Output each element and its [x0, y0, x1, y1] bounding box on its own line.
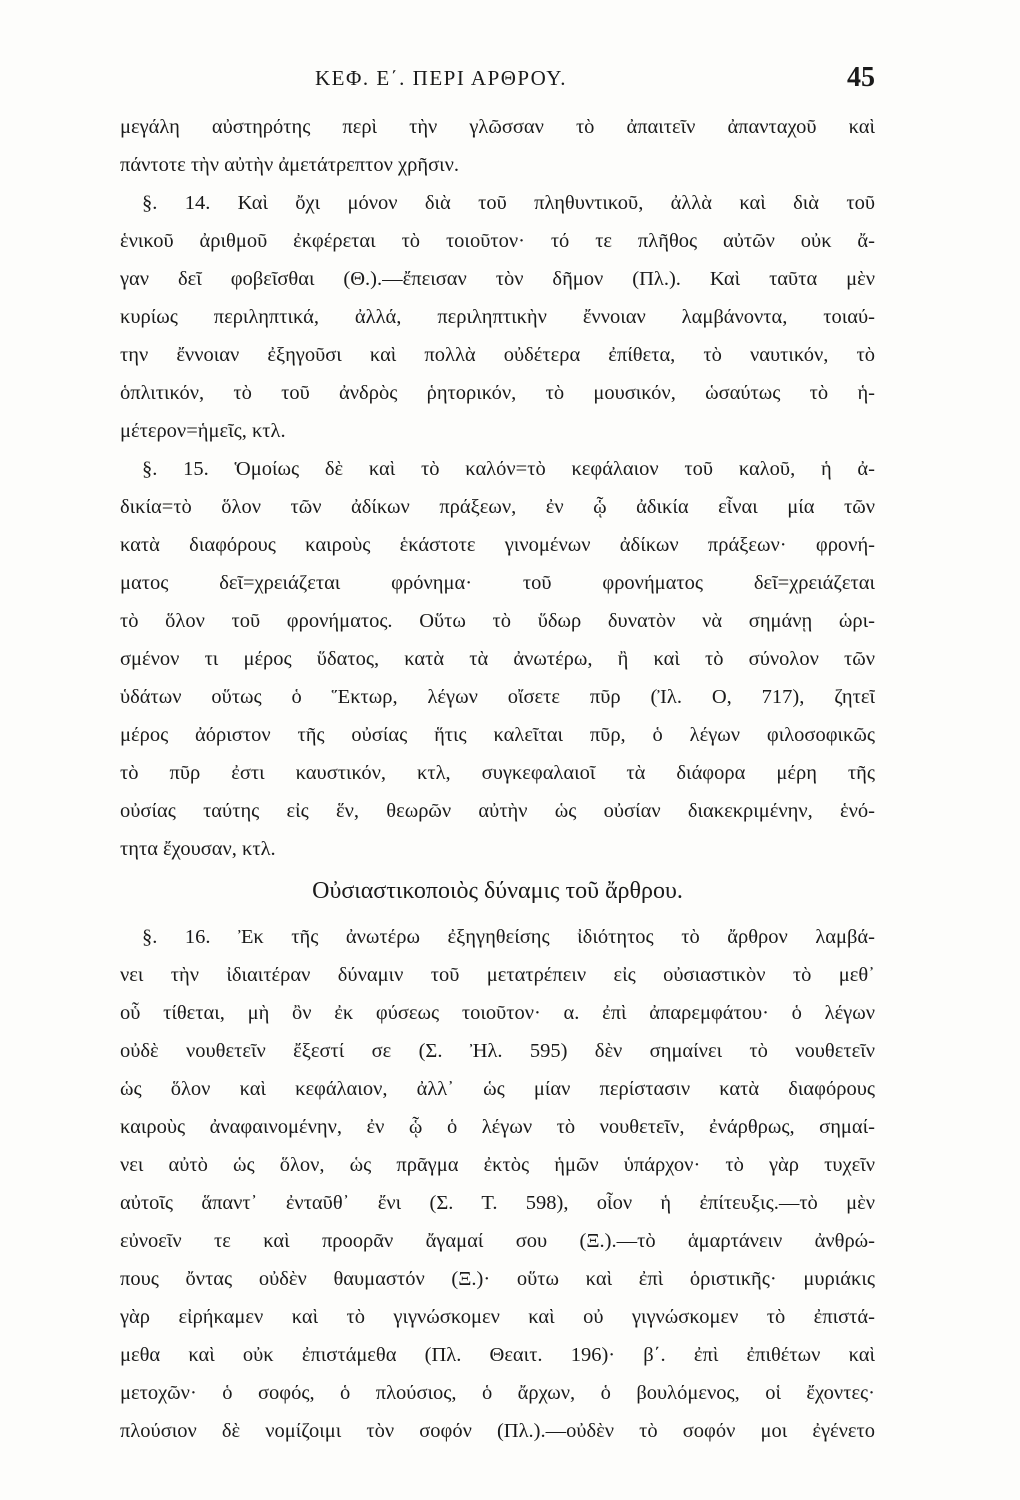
text-line: §. 16. Ἐκ τῆς ἀνωτέρω ἐξηγηθείσης ἰδιότητος τὸ ἄρθρον λαμβά-	[142, 926, 875, 948]
text-line: τὸ ὅλον τοῦ φρονήματος. Οὕτω τὸ ὕδωρ δυνατὸν νὰ σημάνῃ ὡρι-	[120, 610, 875, 632]
text-line: κυρίως περιληπτικά, ἀλλά, περιληπτικὴν ἔννοιαν λαμβάνοντα, τοιαύ-	[120, 306, 875, 328]
text-line: μέρος ἀόριστον τῆς οὐσίας ἥτις καλεῖται πῦρ, ὁ λέγων φιλοσοφικῶς	[120, 724, 875, 746]
text-line: τὸ πῦρ ἐστι καυστικόν, κτλ, συγκεφαλαιοῖ τὰ διάφορα μέρη τῆς	[120, 762, 875, 784]
text-line: κατὰ διαφόρους καιροὺς ἑκάστοτε γινομένων ἀδίκων πράξεων· φρονή-	[120, 534, 875, 556]
text-line: ὁπλιτικόν, τὸ τοῦ ἀνδρὸς ῥητορικόν, τὸ μουσικόν, ὡσαύτως τὸ ἡ-	[120, 382, 875, 404]
text-line: πλούσιον δὲ νομίζοιμι τὸν σοφόν (Πλ.).—οὐδὲν τὸ σοφόν μοι ἐγένετο	[120, 1420, 875, 1442]
text-line: μετοχῶν· ὁ σοφός, ὁ πλούσιος, ὁ ἄρχων, ὁ βουλόμενος, οἱ ἔχοντες·	[120, 1382, 875, 1404]
text-line: πάντοτε τὴν αὐτὴν ἀμετάτρεπτον χρῆσιν.	[120, 154, 460, 176]
text-line: μεθα καὶ οὐκ ἐπιστάμεθα (Πλ. Θεαιτ. 196)· β΄. ἐπὶ ἐπιθέτων καὶ	[120, 1344, 875, 1366]
text-line: αὐτοῖς ἅπαντ᾽ ἐνταῦθ᾽ ἔνι (Σ. Τ. 598), οἷον ἡ ἐπίτευξις.—τὸ μὲν	[120, 1192, 875, 1214]
text-line: μεγάλη αὐστηρότης περὶ τὴν γλῶσσαν τὸ ἀπαιτεῖν ἀπανταχοῦ καὶ	[120, 116, 875, 138]
text-line: πους ὄντας οὐδὲν θαυμαστόν (Ξ.)· οὕτω καὶ ἐπὶ ὁριστικῆς· μυριάκις	[120, 1268, 875, 1290]
text-line: νει αὐτὸ ὡς ὅλον, ὡς πρᾶγμα ἐκτὸς ἡμῶν ὑπάρχον· τὸ γὰρ τυχεῖν	[120, 1154, 875, 1176]
page-number: 45	[847, 62, 875, 93]
text-line: γαν δεῖ φοβεῖσθαι (Θ.).—ἔπεισαν τὸν δῆμον (Πλ.). Καὶ ταῦτα μὲν	[120, 268, 875, 290]
text-line: δικία=τὸ ὅλον τῶν ἀδίκων πράξεων, ἐν ᾧ ἀδικία εἶναι μία τῶν	[120, 496, 875, 518]
text-line: οὐδὲ νουθετεῖν ἔξεστί σε (Σ. Ἠλ. 595) δὲν σημαίνει τὸ νουθετεῖν	[120, 1040, 875, 1062]
text-line: ματος δεῖ=χρειάζεται φρόνημα· τοῦ φρονήματος δεῖ=χρειάζεται	[120, 572, 875, 594]
text-line: την ἔννοιαν ἐξηγοῦσι καὶ πολλὰ οὐδέτερα ἐπίθετα, τὸ ναυτικόν, τὸ	[120, 344, 875, 366]
text-line: εὐνοεῖν τε καὶ προορᾶν ἄγαμαί σου (Ξ.).—τὸ ἁμαρτάνειν ἀνθρώ-	[120, 1230, 875, 1252]
text-line: §. 14. Καὶ ὄχι μόνον διὰ τοῦ πληθυντικοῦ, ἀλλὰ καὶ διὰ τοῦ	[142, 192, 875, 214]
text-line: μέτερον=ἡμεῖς, κτλ.	[120, 420, 286, 442]
text-line: σμένον τι μέρος ὕδατος, κατὰ τὰ ἀνωτέρω, ἢ καὶ τὸ σύνολον τῶν	[120, 648, 875, 670]
text-line: καιροὺς ἀναφαινομένην, ἐν ᾧ ὁ λέγων τὸ νουθετεῖν, ἐνάρθρως, σημαί-	[120, 1116, 875, 1138]
text-line: νει τὴν ἰδιαιτέραν δύναμιν τοῦ μετατρέπειν εἰς οὐσιαστικὸν τὸ μεθ᾽	[120, 964, 875, 986]
text-line: τητα ἔχουσαν, κτλ.	[120, 838, 276, 860]
text-line: οὗ τίθεται, μὴ ὂν ἐκ φύσεως τοιοῦτον· α. ἐπὶ ἀπαρεμφάτου· ὁ λέγων	[120, 1002, 875, 1024]
page-header	[120, 62, 875, 102]
section-heading: Οὐσιαστικοποιὸς δύναμις τοῦ ἄρθρου.	[312, 878, 683, 904]
running-title: ΚΕΦ. Ε΄. ΠΕΡΙ ΑΡΘΡΟΥ.	[315, 66, 568, 90]
text-line: γὰρ εἰρήκαμεν καὶ τὸ γιγνώσκομεν καὶ οὐ γιγνώσκομεν τὸ ἐπιστά-	[120, 1306, 875, 1328]
text-line: ὡς ὅλον καὶ κεφάλαιον, ἀλλ᾽ ὡς μίαν περίστασιν κατὰ διαφόρους	[120, 1078, 875, 1100]
text-line: §. 15. Ὁμοίως δὲ καὶ τὸ καλόν=τὸ κεφάλαιον τοῦ καλοῦ, ἡ ἀ-	[142, 458, 875, 480]
text-line: οὐσίας ταύτης εἰς ἕν, θεωρῶν αὐτὴν ὡς οὐσίαν διακεκριμένην, ἑνό-	[120, 800, 875, 822]
text-line: ἑνικοῦ ἀριθμοῦ ἐκφέρεται τὸ τοιοῦτον· τό τε πλῆθος αὐτῶν οὐκ ἄ-	[120, 230, 875, 252]
text-line: ὑδάτων οὕτως ὁ Ἕκτωρ, λέγων οἴσετε πῦρ (Ἰλ. Ο, 717), ζητεῖ	[120, 686, 875, 708]
